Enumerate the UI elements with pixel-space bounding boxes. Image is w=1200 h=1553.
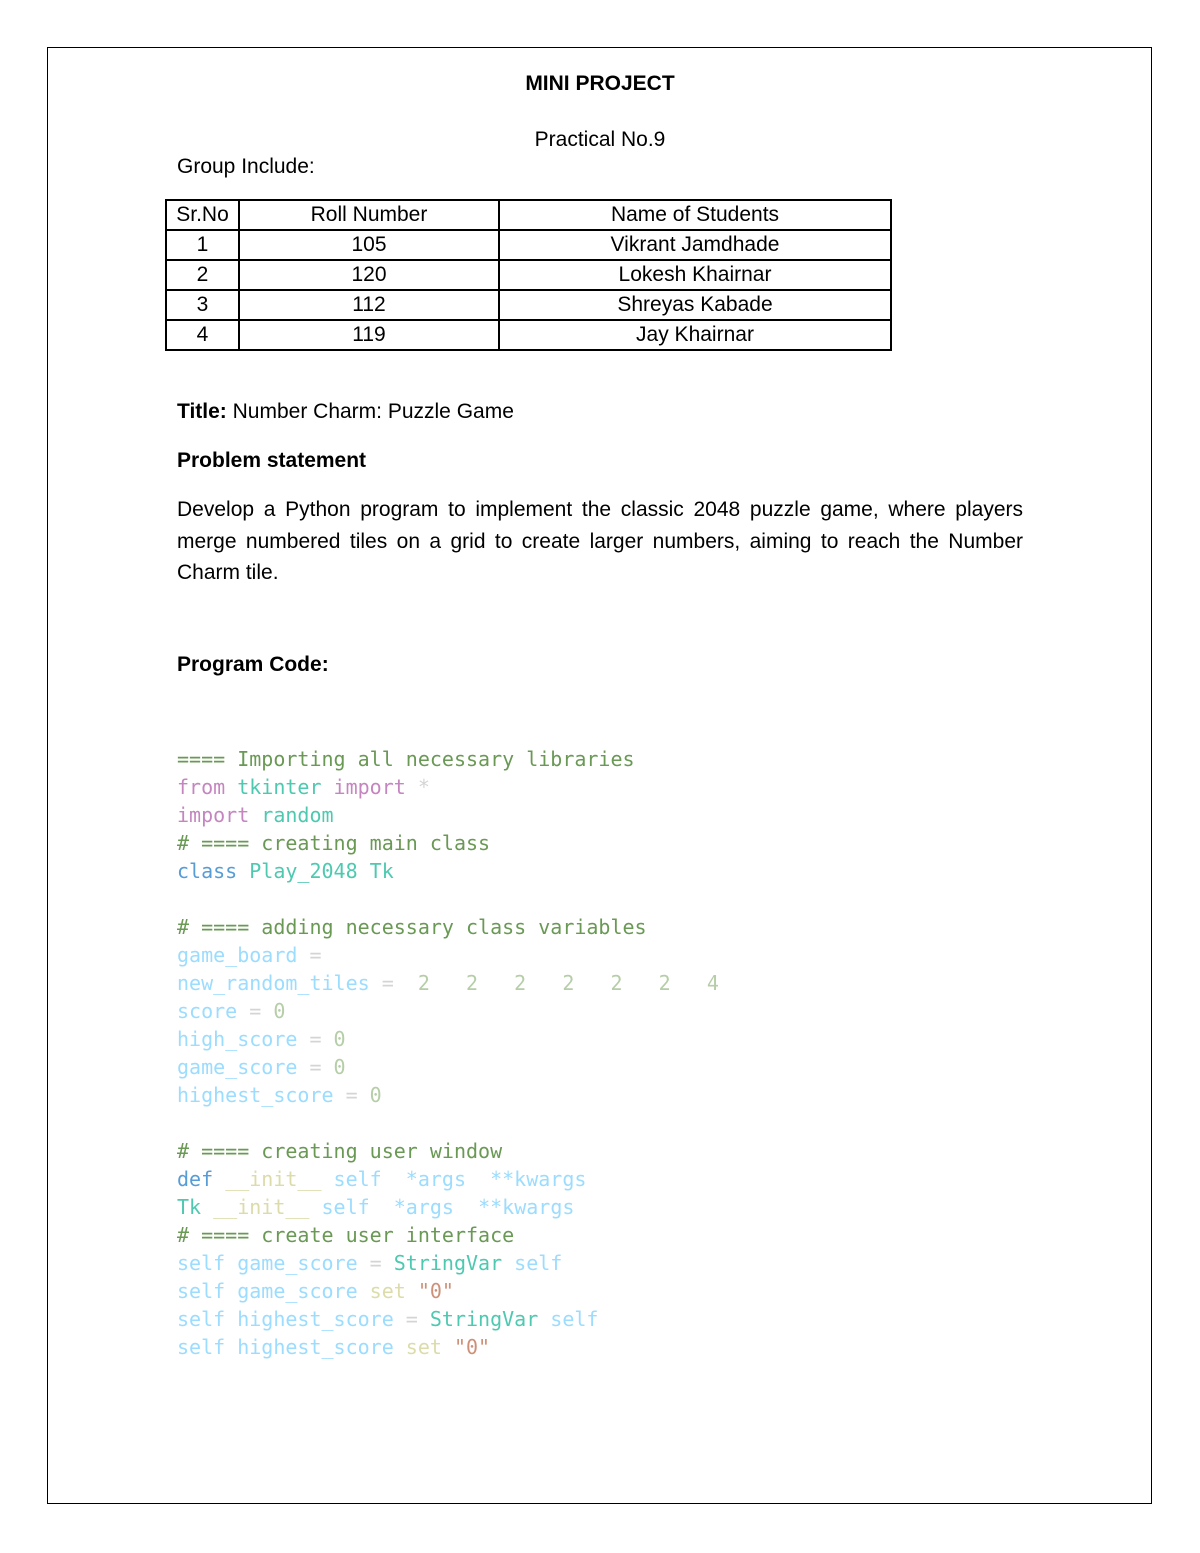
practical-number: Practical No.9 [534,128,666,151]
code-string: "0" [453,1335,491,1359]
title-label: Title: [177,400,227,423]
code-variable: new_random_tiles [177,971,370,995]
code-line [177,913,647,941]
code-line [177,1221,514,1249]
code-comment: # ==== creating main class [177,831,491,855]
cell-student-name: Lokesh Khairnar [499,260,891,290]
code-operator: = [333,1083,370,1107]
code-class-name: Tk [357,859,394,883]
code-operator: = [369,971,418,995]
code-variable: *args [369,1195,454,1219]
code-variable: self highest_score [177,1307,394,1331]
cell-student-name: Vikrant Jamdhade [499,230,891,260]
code-variable: self [538,1307,599,1331]
table-row [166,290,891,320]
code-comment: # ==== create user interface [177,1223,515,1247]
code-variable: self game_score [177,1279,358,1303]
code-number: 0 [369,1083,382,1107]
code-variable: self [309,1195,370,1219]
code-operator: = [297,1027,334,1051]
code-operator: = [237,999,274,1023]
program-heading: Program Code: [177,653,329,676]
code-line [177,801,334,829]
code-operator: = [297,1055,334,1079]
code-keyword: class [177,859,238,883]
code-variable: **kwargs [453,1195,575,1219]
code-line [177,1333,490,1361]
code-line [177,1249,562,1277]
code-comment: # ==== adding necessary class variables [177,915,647,939]
code-variable: *args [381,1167,467,1191]
code-variable: game_board [177,943,298,967]
table-header-row [166,200,891,230]
code-line [177,1053,346,1081]
code-line [177,1025,346,1053]
title-value: Number Charm: Puzzle Game [226,400,514,423]
code-keyword: def [177,1167,214,1191]
code-line [177,829,490,857]
header-name: Name of Students [499,200,891,230]
cell-student-name: Jay Khairnar [499,320,891,350]
code-line [177,1305,598,1333]
code-line [177,941,322,969]
code-line [177,997,285,1025]
code-variable: self [321,1167,382,1191]
problem-text: Develop a Python program to implement the classic 2048 puzzle game, where players merge numbered tiles on a grid to create larger numbers, aiming to reach the Number Charm tile. [177,498,1023,584]
cell-sr-no: 1 [166,230,239,260]
code-number: 0 [333,1027,346,1051]
code-line [177,969,719,997]
code-keyword: import [177,803,250,827]
code-line [177,1137,502,1165]
code-function: __init__ [201,1195,310,1219]
code-variable: **kwargs [466,1167,587,1191]
code-line [177,1277,454,1305]
students-table [165,199,892,351]
code-variable: self [502,1251,563,1275]
table-row [166,230,891,260]
code-keyword: from [177,775,226,799]
problem-heading: Problem statement [177,449,367,472]
code-line [177,1081,382,1109]
code-string: "0" [417,1279,454,1303]
title-line [177,400,514,424]
cell-sr-no: 4 [166,320,239,350]
code-variable: high_score [177,1027,298,1051]
code-comment: ==== Importing all necessary libraries [177,747,635,771]
code-number: 0 [273,999,286,1023]
header-sr-no: Sr.No [166,200,239,230]
cell-roll-number: 119 [239,320,499,350]
cell-sr-no: 3 [166,290,239,320]
table-row [166,260,891,290]
code-module: tkinter [225,775,334,799]
cell-roll-number: 112 [239,290,499,320]
code-operator: = [393,1307,430,1331]
code-variable: self game_score [177,1251,358,1275]
code-class-name: Play_2048 [237,859,358,883]
code-number: 2 2 2 2 2 2 4 [417,971,719,995]
code-line [177,1165,586,1193]
code-function: __init__ [213,1167,322,1191]
code-function: set [357,1279,418,1303]
header-roll-number: Roll Number [239,200,499,230]
cell-sr-no: 2 [166,260,239,290]
code-line [177,857,394,885]
code-line [177,773,430,801]
code-keyword: import [333,775,406,799]
cell-student-name: Shreyas Kabade [499,290,891,320]
group-label: Group Include: [177,155,315,178]
cell-roll-number: 120 [239,260,499,290]
code-class-name: Tk [177,1195,202,1219]
document-heading: MINI PROJECT [525,72,675,95]
code-number: 0 [333,1055,346,1079]
code-operator: = [297,943,322,967]
code-variable: score [177,999,238,1023]
code-variable: self highest_score [177,1335,394,1359]
code-class-name: StringVar [429,1307,539,1331]
code-variable: highest_score [177,1083,334,1107]
code-operator: * [405,775,430,799]
code-operator: = [357,1251,394,1275]
code-class-name: StringVar [393,1251,503,1275]
code-line [177,745,635,773]
code-module: random [249,803,334,827]
code-line [177,1193,574,1221]
code-comment: # ==== creating user window [177,1139,503,1163]
code-function: set [393,1335,454,1359]
code-variable: game_score [177,1055,298,1079]
cell-roll-number: 105 [239,230,499,260]
table-row [166,320,891,350]
